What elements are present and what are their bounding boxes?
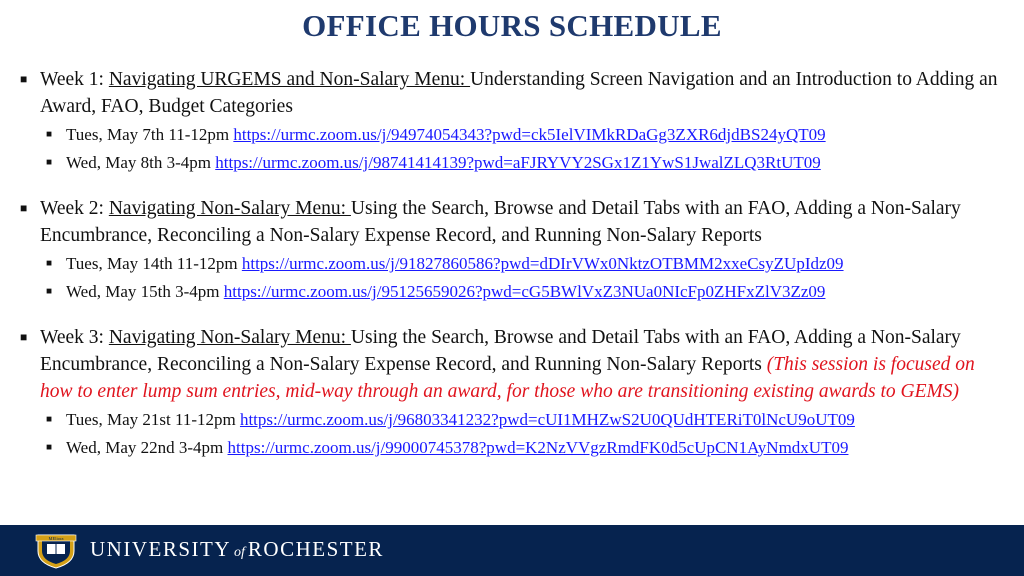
session-time: Tues, May 7th 11-12pm (66, 125, 234, 144)
square-bullet-icon: ■ (46, 157, 53, 168)
zoom-link[interactable]: https://urmc.zoom.us/j/98741414139?pwd=aFJRYVY2SGx1Z1YwS1JwalZLQ3RtUT09 (215, 153, 821, 172)
brand-right: ROCHESTER (247, 537, 384, 561)
session-item (40, 250, 1010, 278)
zoom-link[interactable]: https://urmc.zoom.us/j/94974054343?pwd=ck5IelVIMkRDaGg3ZXR6djdBS24yQT09 (233, 125, 826, 144)
week-prefix: Week 2: (40, 198, 109, 219)
session-item (40, 149, 1010, 177)
brand-of: of (234, 545, 245, 560)
page-title: OFFICE HOURS SCHEDULE (302, 8, 722, 43)
zoom-link[interactable]: https://urmc.zoom.us/j/91827860586?pwd=dDIrVWx0NktzOTBMM2xxeCsyZUpIdz09 (241, 254, 844, 273)
session-note: (This session is focused on how to enter lump sum entries, mid-way through an award, for those who are transitioning existing awards to GEMS) (40, 354, 975, 402)
university-seal-icon (34, 531, 78, 569)
week-prefix: Week 1: (40, 69, 109, 90)
square-bullet-icon: ■ (46, 414, 53, 425)
session-time: Tues, May 14th 11-12pm (66, 254, 242, 273)
square-bullet-icon: ■ (46, 286, 53, 297)
brand-left: UNIVERSITY (90, 537, 231, 561)
week-description: Using the Search, Browse and Detail Tabs with an FAO, Adding a Non-Salary Encumbrance, Reconciling a Non-Salary Expense Record, and Running Non-Salary Reports (40, 198, 961, 246)
session-list (40, 121, 1010, 177)
session-time: Wed, May 22nd 3-4pm (66, 438, 228, 457)
session-list (40, 406, 1010, 462)
week-topic: Navigating Non-Salary Menu: (108, 198, 351, 219)
session-time: Tues, May 21st 11-12pm (66, 410, 240, 429)
zoom-link[interactable]: https://urmc.zoom.us/j/99000745378?pwd=K2NzVVgzRmdFK0d5cUpCN1AyNmdxUT09 (227, 438, 849, 457)
week-description: Understanding Screen Navigation and an Introduction to Adding an Award, FAO, Budget Categories (40, 69, 998, 117)
square-bullet-icon: ■ (20, 201, 28, 215)
seal-motto: MEliora (48, 536, 64, 541)
week-topic: Navigating Non-Salary Menu: (108, 327, 351, 348)
week-3 (20, 324, 1010, 462)
week-1 (20, 66, 1010, 177)
schedule-list (20, 66, 1010, 480)
session-list (40, 250, 1010, 306)
square-bullet-icon: ■ (46, 442, 53, 453)
session-time: Wed, May 15th 3-4pm (66, 282, 224, 301)
week-2 (20, 195, 1010, 306)
square-bullet-icon: ■ (46, 258, 53, 269)
session-time: Wed, May 8th 3-4pm (66, 153, 216, 172)
university-wordmark (90, 537, 384, 562)
week-prefix: Week 3: (40, 327, 109, 348)
square-bullet-icon: ■ (20, 330, 28, 344)
square-bullet-icon: ■ (20, 72, 28, 86)
week-topic: Navigating URGEMS and Non-Salary Menu: (108, 69, 471, 90)
footer-bar (0, 525, 1024, 576)
session-item (40, 121, 1010, 149)
week-description: Using the Search, Browse and Detail Tabs with an FAO, Adding a Non-Salary Encumbrance, Reconciling a Non-Salary Expense Record, and Running Non-Salary Reports (40, 327, 961, 375)
session-item (40, 406, 1010, 434)
session-item (40, 278, 1010, 306)
zoom-link[interactable]: https://urmc.zoom.us/j/95125659026?pwd=cG5BWlVxZ3NUa0NIcFp0ZHFxZlV3Zz09 (223, 282, 826, 301)
session-item (40, 434, 1010, 462)
zoom-link[interactable]: https://urmc.zoom.us/j/96803341232?pwd=cUI1MHZwS2U0QUdHTERiT0lNcU9oUT09 (239, 410, 855, 429)
square-bullet-icon: ■ (46, 129, 53, 140)
